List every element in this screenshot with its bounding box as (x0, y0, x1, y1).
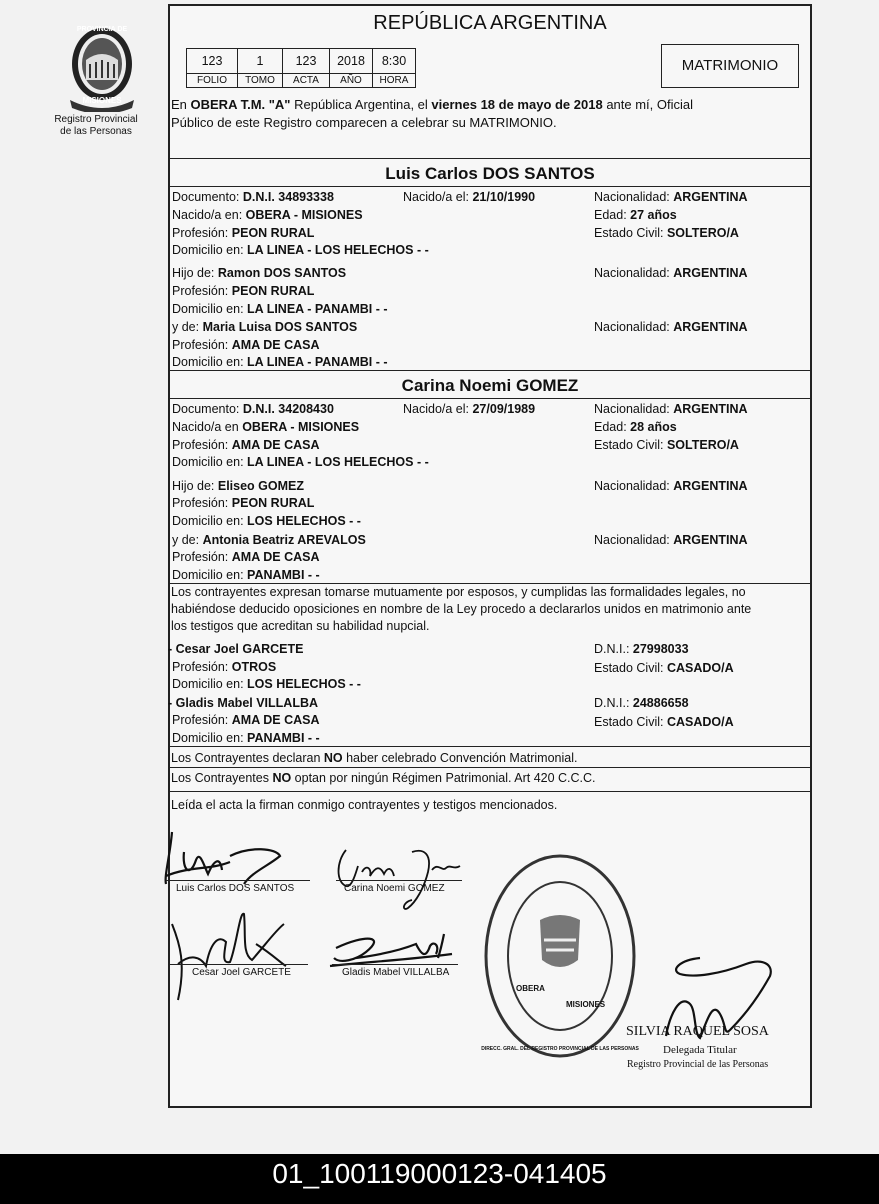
value: D.N.I. 34208430 (242, 402, 334, 416)
intro-line-2: Público de este Registro comparecen a celebrar su MATRIMONIO. (171, 115, 557, 130)
value: OBERA - MISIONES (245, 208, 363, 222)
witness1-profession (172, 660, 276, 674)
spouse1-document (172, 190, 334, 204)
value: ARGENTINA (673, 320, 748, 334)
witness2-civil-status (594, 715, 734, 729)
spouse1-birthplace (172, 208, 363, 222)
witness1-name: - Cesar Joel GARCETE (168, 642, 304, 656)
value: PANAMBI - - (247, 731, 320, 745)
official-seal (480, 850, 640, 1062)
label: Nacionalidad: (594, 533, 674, 547)
spouse1-address (172, 243, 429, 257)
value: Antonia Beatriz AREVALOS (202, 533, 366, 547)
intro-text-3: ante mí, Oficial (602, 97, 694, 112)
hora-label: HORA (373, 74, 416, 88)
tomo-label: TOMO (238, 74, 283, 88)
spouse2-name: Carina Noemi GOMEZ (401, 376, 579, 395)
spouse2-father (172, 479, 304, 493)
witness1-address (172, 677, 361, 691)
intro-place: OBERA T.M. "A" (190, 97, 291, 112)
spouse2-civil-status (594, 438, 739, 452)
reading-statement: Leída el acta la firman conmigo contrayentes y testigos mencionados. (171, 798, 558, 812)
spouse2-father-nationality (594, 479, 748, 493)
label: D.N.I.: (594, 696, 633, 710)
value: OBERA - MISIONES (242, 420, 360, 434)
value: LOS HELECHOS - - (247, 514, 361, 528)
office-line-1: Registro Provincial (54, 114, 138, 125)
label: Domicilio en: (172, 455, 248, 469)
witness2-dni (594, 696, 689, 710)
acta-value: 123 (283, 49, 330, 74)
label: Profesión: (172, 438, 232, 452)
signature-name-4: Gladis Mabel VILLALBA (342, 967, 450, 978)
spouse1-nationality (594, 190, 748, 204)
spouse2-document (172, 402, 334, 416)
label: Domicilio en: (172, 302, 248, 316)
label: Profesión: (172, 226, 232, 240)
value: LA LINEA - PANAMBI - - (247, 355, 388, 369)
label: Profesión: (172, 496, 232, 510)
value: CASADO/A (666, 661, 734, 675)
official-office: Registro Provincial de las Personas (627, 1059, 769, 1070)
value: Maria Luisa DOS SANTOS (202, 320, 358, 334)
label: Domicilio en: (172, 731, 248, 745)
signature-name-1: Luis Carlos DOS SANTOS (176, 883, 295, 894)
folio-label: FOLIO (187, 74, 238, 88)
spouse1-mother-address (172, 355, 388, 369)
signature-cesar-joel-garcete (166, 904, 302, 1008)
value: OTROS (231, 660, 277, 674)
value: LA LINEA - LOS HELECHOS - - (247, 243, 429, 257)
label: Edad: (594, 420, 631, 434)
spouse2-father-address (172, 514, 361, 528)
office-name (40, 114, 152, 138)
value: 24886658 (632, 696, 689, 710)
divider (168, 186, 812, 187)
divider (168, 767, 812, 768)
value: ARGENTINA (673, 533, 748, 547)
spouse1-father-profession (172, 284, 314, 298)
label: Profesión: (172, 338, 232, 352)
text: Los Contrayentes (171, 771, 273, 785)
label: Nacido/a en: (172, 208, 246, 222)
divider (168, 158, 812, 159)
value: 27998033 (632, 642, 689, 656)
label: Domicilio en: (172, 677, 248, 691)
signature-name-3: Cesar Joel GARCETE (192, 967, 291, 978)
text: haber celebrado Convención Matrimonial. (342, 751, 578, 765)
witness1-dni (594, 642, 689, 656)
value: LA LINEA - PANAMBI - - (247, 302, 388, 316)
witness2-address (172, 731, 320, 745)
spouse2-mother-profession (172, 550, 320, 564)
anio-value: 2018 (330, 49, 373, 74)
declaration-line-3: los testigos que acreditan su habilidad nupcial. (171, 619, 430, 633)
spouse2-mother-nationality (594, 533, 748, 547)
province-logo (62, 20, 142, 112)
label: Nacido/a en (172, 420, 243, 434)
divider (168, 398, 812, 399)
spouse1-mother-nationality (594, 320, 748, 334)
value: PEON RURAL (231, 284, 315, 298)
value: AMA DE CASA (231, 550, 320, 564)
clause-convention (171, 751, 577, 765)
official-name: SILVIA RAQUEL SOSA (626, 1024, 769, 1039)
witness2-name: - Gladis Mabel VILLALBA (168, 696, 319, 710)
value: ARGENTINA (673, 479, 748, 493)
label: y de: (172, 320, 203, 334)
spouse1-age (594, 208, 677, 222)
label: Nacionalidad: (594, 402, 674, 416)
label: Nacido/a el: (403, 190, 473, 204)
spouse2-nationality (594, 402, 748, 416)
spouse1-name: Luis Carlos DOS SANTOS (385, 164, 595, 183)
label: Profesión: (172, 284, 232, 298)
label: Estado Civil: (594, 661, 667, 675)
spouse2-birthplace (172, 420, 359, 434)
value: LOS HELECHOS - - (247, 677, 361, 691)
spouse2-profession (172, 438, 320, 452)
spouse1-father-address (172, 302, 388, 316)
signature-line (332, 964, 458, 965)
label: D.N.I.: (594, 642, 633, 656)
signature-name-2: Carina Noemi GOMEZ (344, 883, 445, 894)
seal-inner-top: OBERA (516, 984, 545, 993)
witness2-profession (172, 713, 320, 727)
label: Hijo de: (172, 266, 218, 280)
label: Hijo de: (172, 479, 218, 493)
declaration-line-1: Los contrayentes expresan tomarse mutuamente por esposos, y cumplidas las formalidades legales, no (171, 585, 746, 599)
value: AMA DE CASA (231, 438, 320, 452)
label: Nacionalidad: (594, 190, 674, 204)
acta-label: ACTA (283, 74, 330, 88)
declaration-paragraph (171, 584, 751, 635)
clause-regime (171, 771, 596, 785)
label: Domicilio en: (172, 355, 248, 369)
label: Profesión: (172, 550, 232, 564)
declaration-line-2: habiéndose deducido oposiciones en nombre de la Ley procedo a declararlos unidos en matrimonio ante (171, 602, 752, 616)
signature-line (336, 880, 462, 881)
intro-text-2: República Argentina, el (290, 97, 432, 112)
value: PANAMBI - - (247, 568, 320, 582)
label: Documento: (172, 190, 243, 204)
seal-ring-text: DIRECC. GRAL. DEL REGISTRO PROVINCIAL DE LAS PERSONAS (481, 1046, 639, 1052)
logo-bottom-text: MISIONES (82, 96, 122, 105)
label: Edad: (594, 208, 631, 222)
label: Domicilio en: (172, 514, 248, 528)
divider (168, 370, 812, 371)
office-line-2: de las Personas (60, 126, 132, 137)
spouse2-father-profession (172, 496, 314, 510)
label: Nacionalidad: (594, 266, 674, 280)
tomo-value: 1 (238, 49, 283, 74)
emphasis: NO (323, 751, 343, 765)
witness1-civil-status (594, 661, 734, 675)
intro-date: viernes 18 de mayo de 2018 (431, 97, 603, 112)
spouse1-father (172, 266, 346, 280)
value: ARGENTINA (673, 266, 748, 280)
label: Nacido/a el: (403, 402, 473, 416)
value: PEON RURAL (231, 496, 315, 510)
text: Los Contrayentes declaran (171, 751, 324, 765)
label: Domicilio en: (172, 243, 248, 257)
document-title: REPÚBLICA ARGENTINA (373, 12, 607, 34)
value: 21/10/1990 (472, 190, 536, 204)
label: Estado Civil: (594, 226, 667, 240)
value: 28 años (630, 420, 677, 434)
divider (168, 791, 812, 792)
signature-carina-noemi-gomez (332, 842, 472, 914)
label: Profesión: (172, 660, 232, 674)
registry-table (186, 48, 416, 88)
value: ARGENTINA (673, 402, 748, 416)
value: AMA DE CASA (231, 713, 320, 727)
spouse1-birthdate (403, 190, 535, 204)
value: 27/09/1989 (472, 402, 536, 416)
value: LA LINEA - LOS HELECHOS - - (247, 455, 429, 469)
signature-line (168, 964, 308, 965)
value: Eliseo GOMEZ (217, 479, 304, 493)
spouse1-mother-profession (172, 338, 320, 352)
spouse2-birthdate (403, 402, 535, 416)
spouse2-address (172, 455, 429, 469)
divider (168, 746, 812, 747)
spouse1-father-nationality (594, 266, 748, 280)
folio-value: 123 (187, 49, 238, 74)
act-type-box: MATRIMONIO (661, 44, 799, 88)
seal-inner-bottom: MISIONES (566, 1000, 606, 1009)
emphasis: NO (272, 771, 292, 785)
label: Documento: (172, 402, 243, 416)
spouse1-civil-status (594, 226, 739, 240)
value: Ramon DOS SANTOS (217, 266, 347, 280)
anio-label: AÑO (330, 74, 373, 88)
label: Profesión: (172, 713, 232, 727)
spouse1-mother (172, 320, 357, 334)
spouse2-mother-address (172, 568, 320, 582)
label: Domicilio en: (172, 568, 248, 582)
intro-paragraph (171, 96, 693, 132)
official-role: Delegada Titular (663, 1044, 737, 1056)
hora-value: 8:30 (373, 49, 416, 74)
value: AMA DE CASA (231, 338, 320, 352)
label: Estado Civil: (594, 715, 667, 729)
value: 27 años (630, 208, 677, 222)
value: D.N.I. 34893338 (242, 190, 334, 204)
label: Nacionalidad: (594, 479, 674, 493)
registry-seal-icon (480, 850, 640, 1062)
label: Estado Civil: (594, 438, 667, 452)
logo-top-text: PROVINCIA DE (76, 26, 128, 33)
spouse2-mother (172, 533, 366, 547)
value: SOLTERO/A (666, 226, 739, 240)
value: PEON RURAL (231, 226, 315, 240)
label: Nacionalidad: (594, 320, 674, 334)
value: CASADO/A (666, 715, 734, 729)
document-code: 01_100119000123-041405 (0, 1154, 879, 1204)
signature-line (166, 880, 310, 881)
text: optan por ningún Régimen Patrimonial. Art 420 C.C.C. (291, 771, 596, 785)
spouse1-profession (172, 226, 314, 240)
label: y de: (172, 533, 203, 547)
value: ARGENTINA (673, 190, 748, 204)
value: SOLTERO/A (666, 438, 739, 452)
spouse2-age (594, 420, 677, 434)
intro-text: En (171, 97, 191, 112)
